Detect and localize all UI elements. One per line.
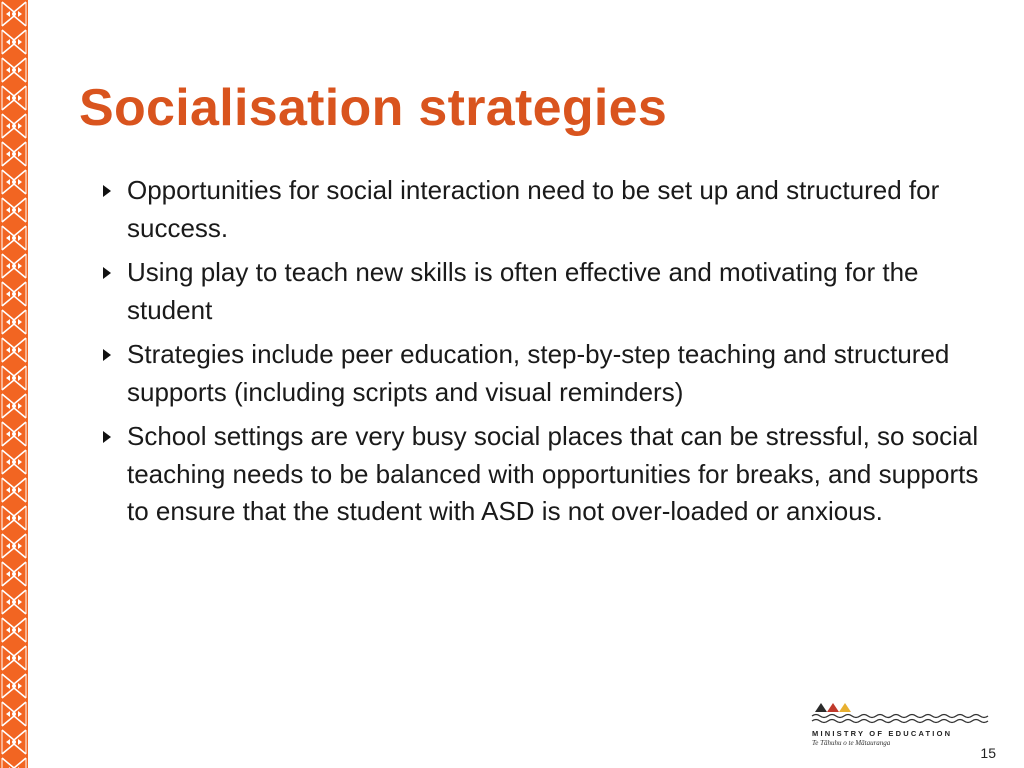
bullet-list: [100, 172, 980, 538]
logo-subtitle: Te Tāhuhu o te Mātauranga: [812, 739, 891, 747]
bullet-text: Opportunities for social interaction need to be set up and structured for success.: [127, 175, 940, 243]
triangle-right-icon: [103, 349, 111, 361]
bullet-item: [100, 418, 980, 531]
page-number: 15: [980, 745, 996, 761]
logo-name: MINISTRY OF EDUCATION: [812, 729, 953, 738]
logo-triangle-yellow-icon: [839, 703, 851, 712]
bullet-item: [100, 172, 980, 247]
logo-triangle-red-icon: [827, 703, 839, 712]
bullet-text: Using play to teach new skills is often effective and motivating for the student: [127, 257, 919, 325]
triangle-right-icon: [103, 267, 111, 279]
border-pattern-graphic: [0, 0, 28, 768]
logo-wave-line: [812, 720, 988, 723]
decorative-border-pattern: [0, 0, 28, 768]
bullet-item: [100, 254, 980, 329]
bullet-text: Strategies include peer education, step-by-step teaching and structured supports (including scripts and visual reminders): [127, 339, 950, 407]
triangle-right-icon: [103, 185, 111, 197]
triangle-right-icon: [103, 431, 111, 443]
bullet-text: School settings are very busy social places that can be stressful, so social teaching needs to be balanced with opportunities for breaks, and supports to ensure that the student with ASD is not over-loaded or anxious.: [127, 421, 979, 526]
slide-title: Socialisation strategies: [79, 79, 668, 137]
logo-wave-line: [812, 715, 988, 718]
logo-triangle-dark-icon: [815, 703, 827, 712]
bullet-item: [100, 336, 980, 411]
